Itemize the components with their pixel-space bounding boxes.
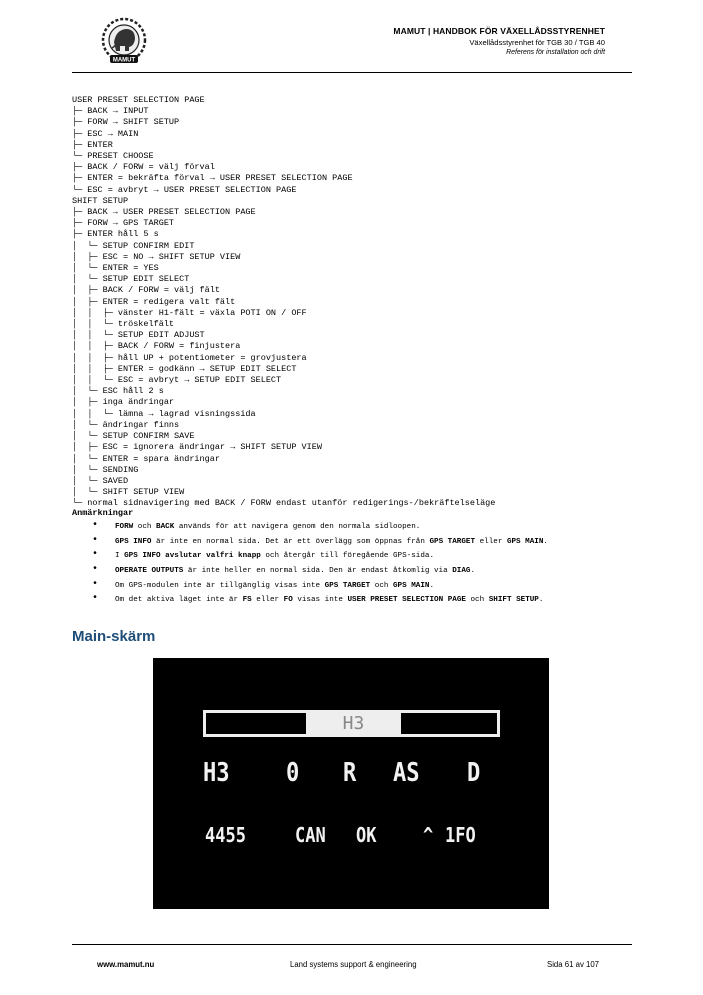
note-text: används för att navigera genom den normala sidloopen. — [174, 523, 421, 531]
note-item — [72, 581, 632, 592]
note-text: eller — [475, 537, 507, 546]
note-item — [72, 537, 632, 548]
screen-ok: OK — [356, 823, 377, 847]
note-keyword: OPERATE OUTPUTS — [115, 567, 184, 576]
menu-tree: USER PRESET SELECTION PAGE ├─ BACK → INPUT ├─ FORW → SHIFT SETUP ├─ ESC → MAIN ├─ ENTER └─ PRESET CHOOSE ├─ BACK / FORW = välj förval ├─ ENTER = bekräfta förval → USER PRESET SELECTION PAGE └─ ESC = avbryt → USER PRESET SELECTION PAGE SHIFT SETUP ├─ BACK → USER PRESET SELECTION PAGE ├─ FORW → GPS TARGET ├─ ENTER håll 5 s │ └─ SETUP CONFIRM EDIT │ ├─ ESC = NO → SHIFT SETUP VIEW │ └─ ENTER = YES │ └─ SETUP EDIT SELECT │ ├─ BACK / FORW = välj fält │ ├─ ENTER = redigera valt fält │ │ ├─ vänster H1-fält = växla POTI ON / OFF │ │ └─ tröskelfält │ │ └─ SETUP EDIT ADJUST │ │ ├─ BACK / FORW = finjustera │ │ ├─ håll UP + potentiometer = grovjustera │ │ ├─ ENTER = godkänn → SETUP EDIT SELECT │ │ └─ ESC = avbryt → SETUP EDIT SELECT │ └─ ESC håll 2 s │ ├─ inga ändringar │ │ └─ lämna → lagrad visningssida │ └─ ändringar finns │ └─ SETUP CONFIRM SAVE │ ├─ ESC = ignorera ändringar → SHIFT SETUP VIEW │ └─ ENTER = spara ändringar │ └─ SENDING │ └─ SAVED │ └─ SHIFT SETUP VIEW └─ normal sidnavigering med BACK / FORW endast utanför redigerings-/bekräftelseläge — [72, 95, 496, 509]
note-keyword: GPS MAIN — [393, 581, 430, 590]
section-title: Main-skärm — [72, 628, 156, 645]
notes-list — [72, 522, 632, 610]
screen-bar-label: H3 — [342, 713, 365, 734]
note-item — [72, 551, 632, 562]
note-text: och — [133, 523, 157, 531]
header-subtitle: Växellådsstyrenhet för TGB 30 / TGB 40 — [469, 38, 605, 47]
screen-bar — [203, 710, 500, 737]
page-header — [393, 26, 605, 56]
screen-mode: AS — [393, 758, 420, 788]
note-text: visas inte — [292, 596, 348, 605]
footer-url: www.mamut.nu — [97, 960, 155, 969]
note-keyword: SHIFT SETUP — [488, 596, 539, 605]
note-keyword: BACK — [156, 523, 175, 531]
header-reference: Referens för installation och drift — [506, 49, 605, 56]
screen-gear: H3 — [203, 758, 230, 788]
note-text: . — [538, 596, 544, 605]
note-item — [72, 566, 632, 577]
note-keyword: GPS INFO avslutar valfri knapp — [124, 552, 261, 561]
screen-drive: D — [467, 758, 481, 788]
note-keyword: DIAG — [452, 567, 471, 576]
screen-direction: R — [343, 758, 357, 788]
note-text: och — [465, 596, 489, 605]
screen-rpm: 4455 — [205, 823, 246, 847]
svg-text:MAMUT: MAMUT — [112, 57, 136, 64]
note-text: Om GPS-modulen inte är tillgänglig visas inte — [115, 581, 325, 590]
footer-divider — [72, 944, 632, 945]
footer-page: Sida 61 av 107 — [547, 960, 600, 969]
note-keyword: GPS TARGET — [429, 537, 476, 546]
note-item — [72, 595, 632, 606]
notes-title: Anmärkningar — [72, 508, 134, 518]
note-item — [72, 522, 632, 533]
note-keyword: GPS MAIN — [506, 537, 544, 546]
note-text: Om det aktiva läget inte är — [115, 596, 243, 605]
note-text: och återgår till föregående GPS-sida. — [260, 552, 435, 561]
note-text: och — [370, 581, 393, 590]
note-text: I — [115, 552, 125, 561]
note-keyword: GPS TARGET — [324, 581, 371, 590]
mamut-logo — [96, 16, 152, 66]
note-keyword: GPS INFO — [115, 537, 152, 546]
screen-preset: 1FO — [445, 823, 476, 847]
footer-tagline: Land systems support & engineering — [290, 960, 417, 969]
screen-can: CAN — [295, 823, 326, 847]
screen-value: 0 — [286, 758, 300, 788]
note-keyword: FO — [283, 596, 293, 605]
header-divider — [72, 72, 632, 73]
note-keyword: FORW — [115, 523, 134, 531]
note-text: . — [470, 567, 476, 576]
header-title: MAMUT | HANDBOK FÖR VÄXELLÅDSSTYRENHET — [393, 26, 605, 36]
note-keyword: USER PRESET SELECTION PAGE — [347, 596, 466, 605]
note-text: eller — [251, 596, 284, 605]
note-text: är inte en normal sida. Det är ett överlägg som öppnas från — [151, 537, 430, 546]
screen-caret: ^ — [423, 823, 434, 847]
note-text: . — [543, 537, 548, 546]
note-text: är inte heller en normal sida. Den är endast åtkomlig via — [183, 567, 453, 576]
main-screen-photo — [153, 658, 549, 909]
note-text: . — [429, 581, 435, 590]
note-keyword: FS — [242, 596, 252, 605]
